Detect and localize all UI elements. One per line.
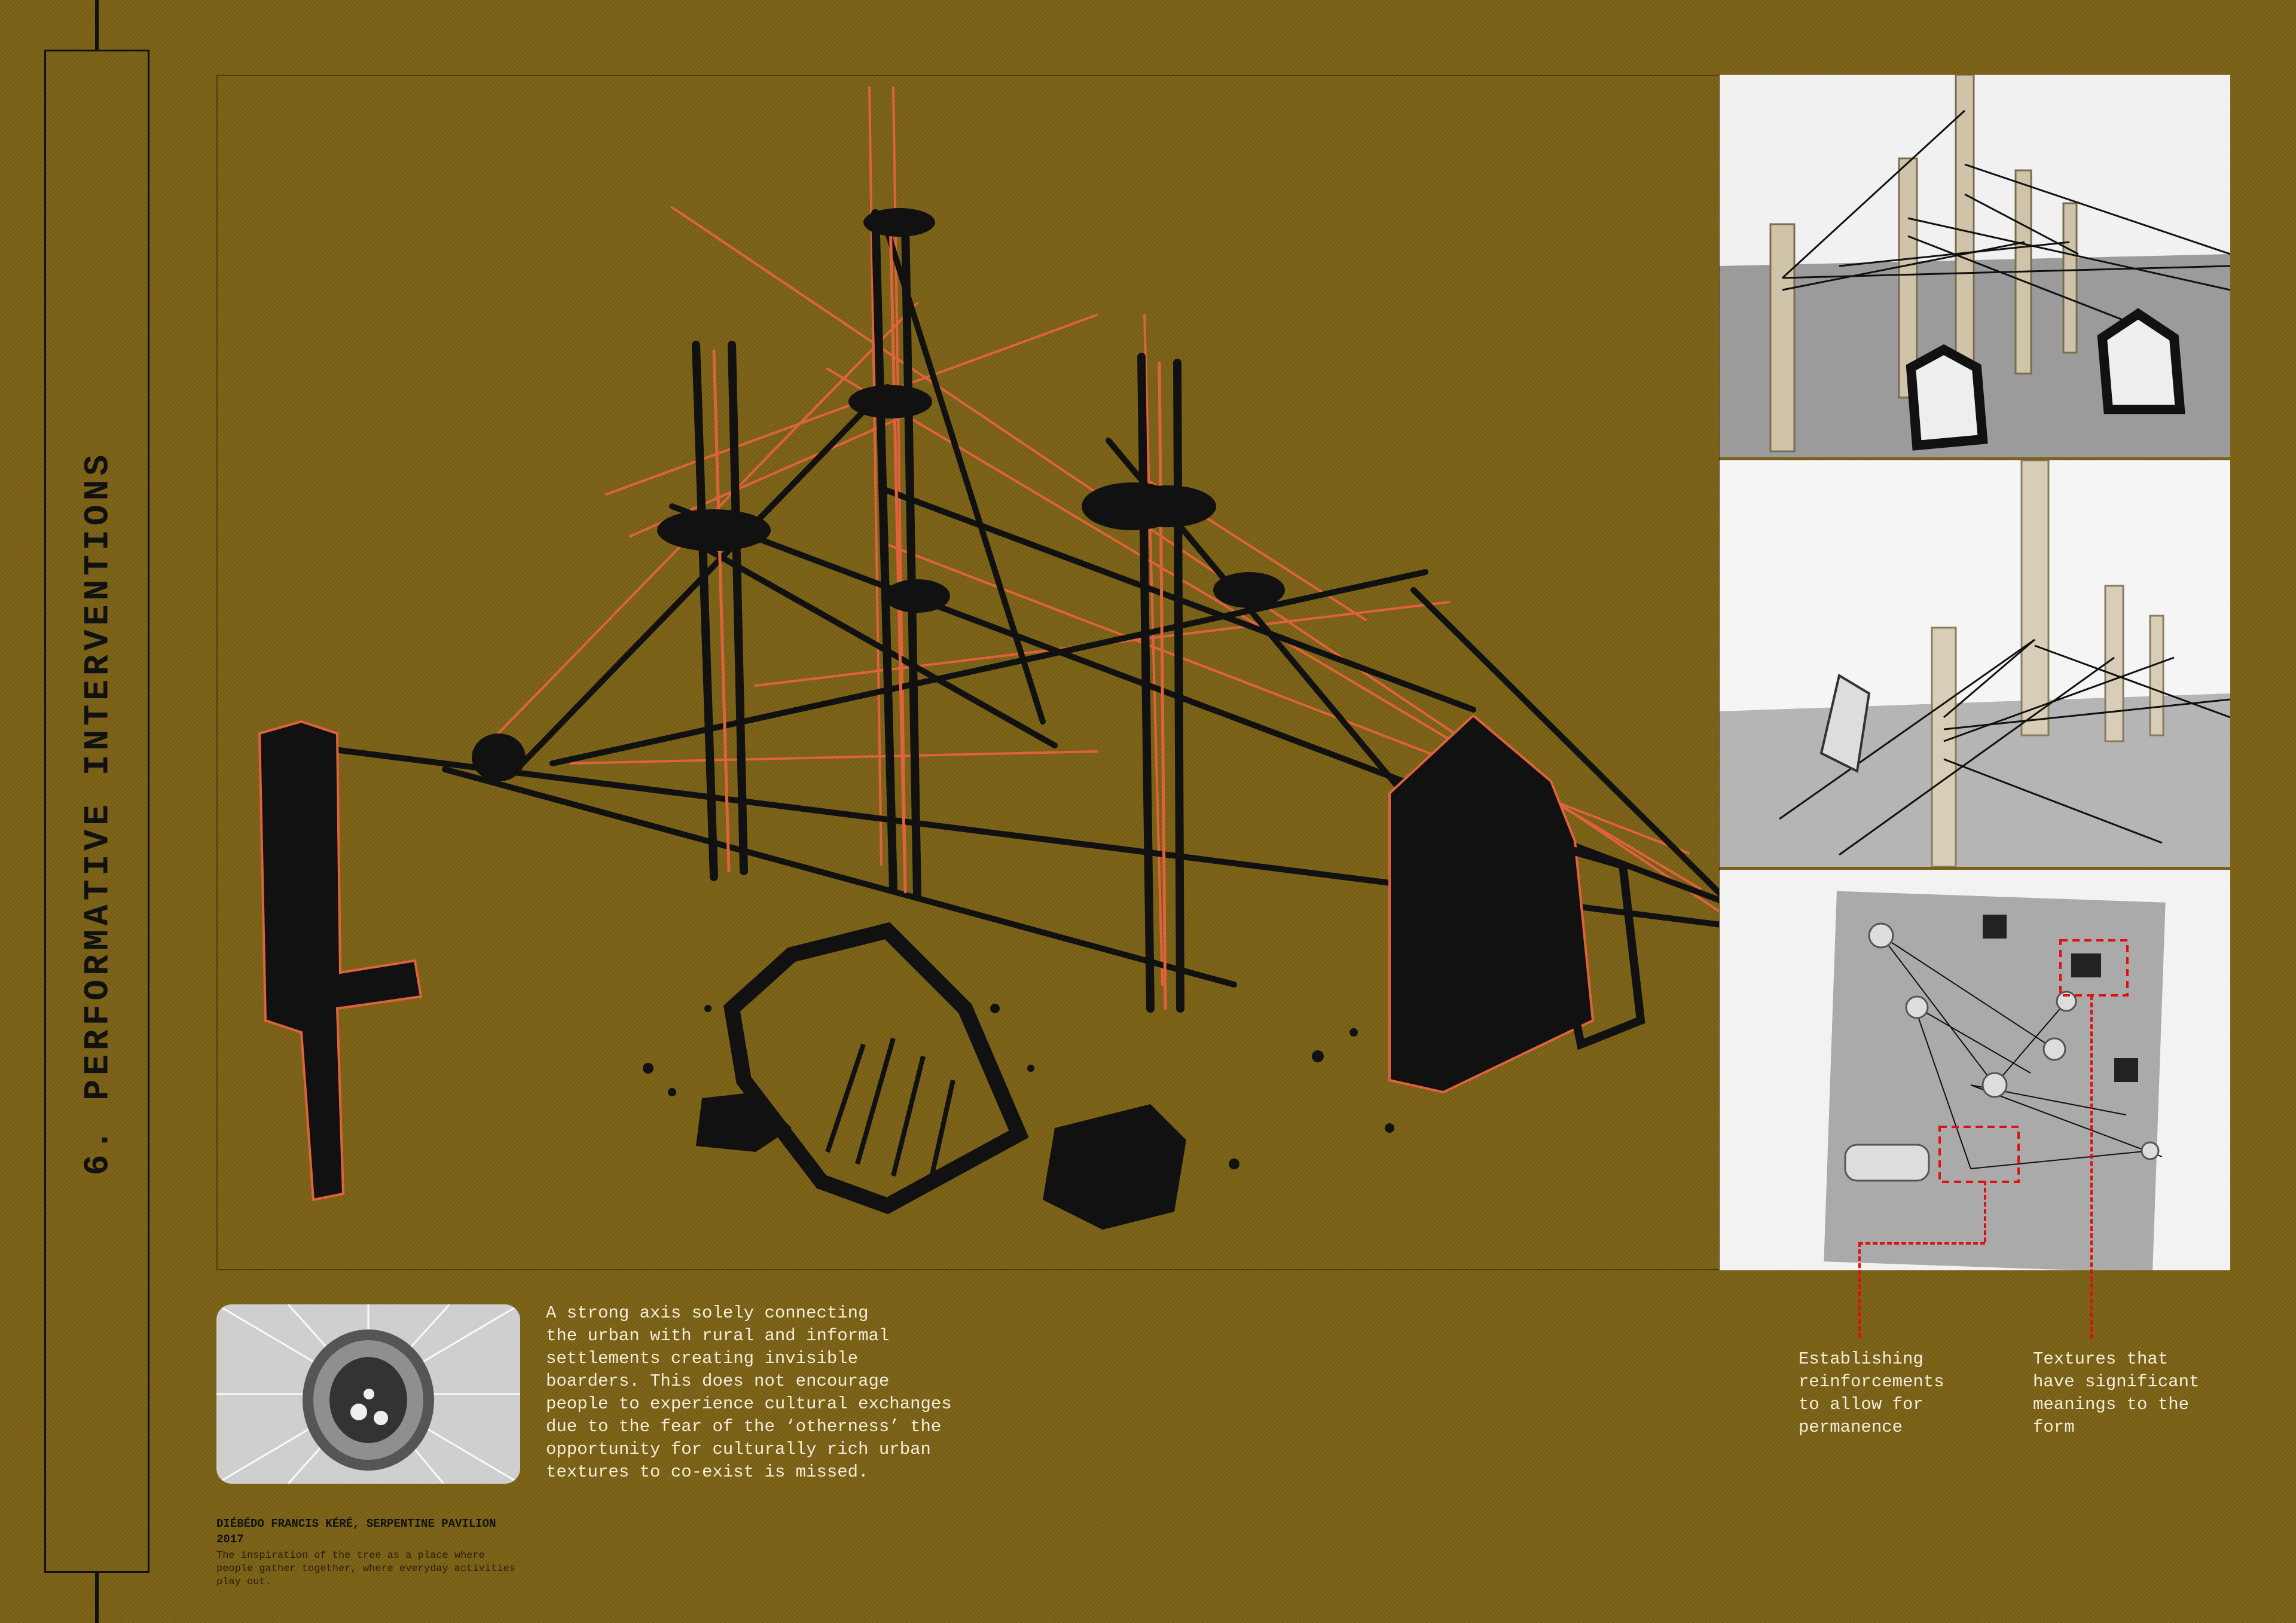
section-title: 6. PERFORMATIVE INTERVENTIONS xyxy=(79,450,118,1176)
model-photo-2 xyxy=(1720,460,2230,867)
bottom-marker-line xyxy=(95,1573,99,1623)
precedent-image xyxy=(216,1304,520,1484)
precedent-title: DIÉBÉDO FRANCIS KÉRÉ, SERPENTINE PAVILION 2017 xyxy=(216,1517,496,1546)
leader-line-left-v xyxy=(1858,1242,1861,1338)
precedent-description: The inspiration of the tree as a place where people gather together, where everyday activities play out. xyxy=(216,1550,515,1588)
model-photo-1 xyxy=(1720,75,2230,457)
top-marker-line xyxy=(95,0,99,50)
annotation-reinforcements: Establishing reinforcements to allow for permanence xyxy=(1799,1349,1944,1437)
model-drawing xyxy=(218,76,1720,1270)
leader-line-left-h xyxy=(1858,1242,1985,1245)
annotation-textures: Textures that have significant meanings to the form xyxy=(2033,1349,2200,1437)
title-frame xyxy=(44,50,149,1573)
leader-line-right xyxy=(2090,995,2093,1339)
leader-line-left xyxy=(1984,1181,1986,1242)
model-photo-3 xyxy=(1720,870,2230,1270)
main-illustration xyxy=(216,75,1720,1270)
body-paragraph: A strong axis solely connecting the urban with rural and informal settlements creating invisible boarders. This does not encourage people to experience cultural exchanges due to the fear of the ‘otherness’ the opportunity for culturally rich urban textures to co-exist is missed. xyxy=(546,1303,952,1482)
